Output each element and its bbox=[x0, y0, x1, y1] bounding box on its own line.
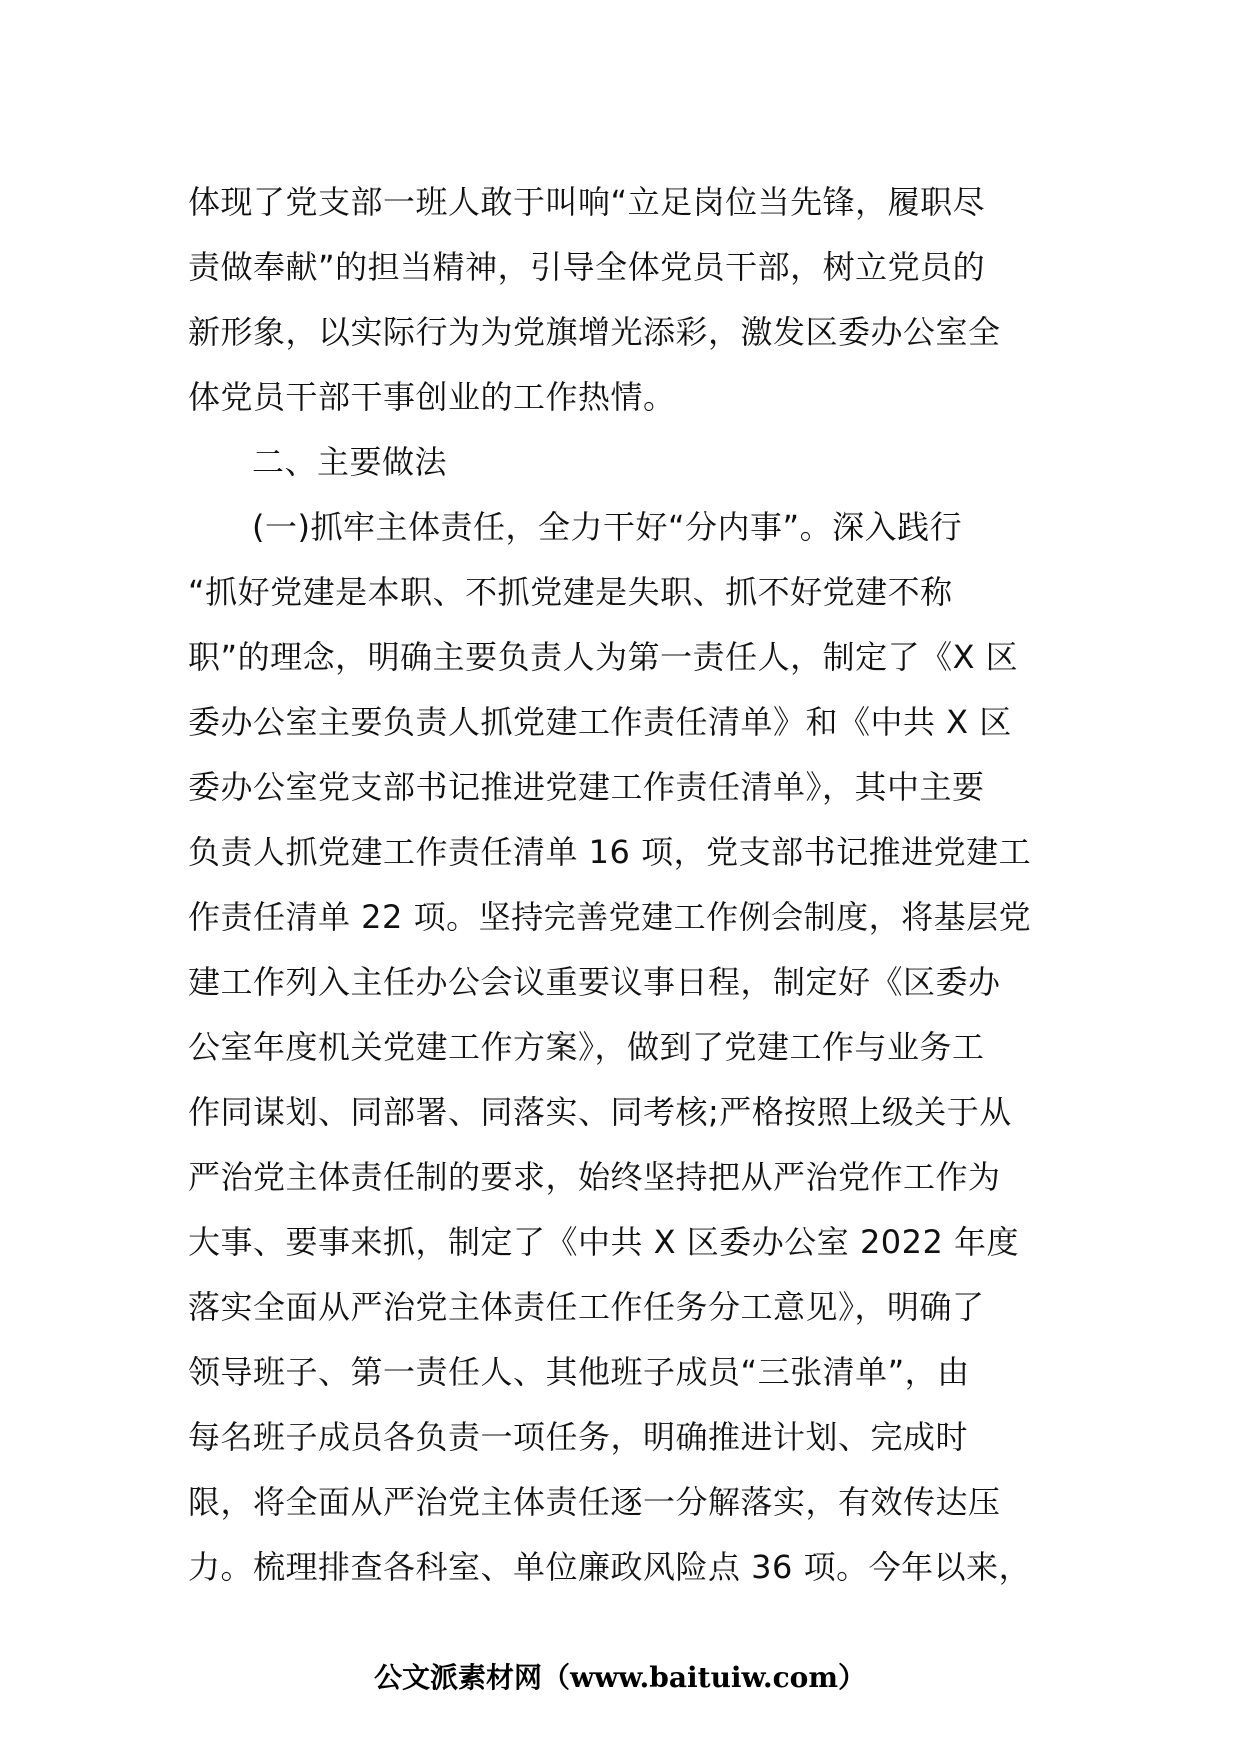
text-line: 委办公室主要负责人抓党建工作责任清单》和《中共 X 区 bbox=[188, 703, 1012, 741]
text-line: “抓好党建是本职、不抓党建是失职、抓不好党建不称 bbox=[188, 573, 953, 611]
text-line: 作责任清单 22 项。坚持完善党建工作例会制度，将基层党 bbox=[188, 898, 1032, 936]
text-line: 领导班子、第一责任人、其他班子成员“三张清单”，由 bbox=[188, 1353, 970, 1391]
text-line: 新形象，以实际行为为党旗增光添彩，激发区委办公室全 bbox=[188, 313, 1001, 351]
text-line: 职”的理念，明确主要负责人为第一责任人，制定了《X 区 bbox=[188, 638, 1019, 676]
text-line: 公室年度机关党建工作方案》，做到了党建工作与业务工 bbox=[188, 1028, 985, 1066]
subsection-heading-line: (一)抓牢主体责任，全力干好“分内事”。深入践行 bbox=[252, 508, 963, 546]
text-line: 力。梳理排查各科室、单位廉政风险点 36 项。今年以来， bbox=[188, 1548, 1032, 1586]
text-line: 负责人抓党建工作责任清单 16 项，党支部书记推进党建工 bbox=[188, 833, 1032, 871]
text-line: 体现了党支部一班人敢于叫响“立足岗位当先锋，履职尽 bbox=[188, 183, 986, 221]
text-line: 大事、要事来抓，制定了《中共 X 区委办公室 2022 年度 bbox=[188, 1223, 1020, 1261]
section-heading: 二、主要做法 bbox=[252, 443, 448, 481]
text-line: 建工作列入主任办公会议重要议事日程，制定好《区委办 bbox=[188, 963, 1001, 1001]
text-line: 作同谋划、同部署、同落实、同考核;严格按照上级关于从 bbox=[188, 1093, 1012, 1131]
text-line: 责做奉献”的担当精神，引导全体党员干部，树立党员的 bbox=[188, 248, 986, 286]
text-line: 委办公室党支部书记推进党建工作责任清单》，其中主要 bbox=[188, 768, 985, 806]
text-line: 体党员干部干事创业的工作热情。 bbox=[188, 378, 676, 416]
text-line: 限，将全面从严治党主体责任逐一分解落实，有效传达压 bbox=[188, 1483, 1001, 1521]
text-line: 严治党主体责任制的要求，始终坚持把从严治党作工作为 bbox=[188, 1158, 1001, 1196]
body-text bbox=[188, 170, 1068, 1600]
text-line: 落实全面从严治党主体责任工作任务分工意见》，明确了 bbox=[188, 1288, 985, 1326]
text-line: 每名班子成员各负责一项任务，明确推进计划、完成时 bbox=[188, 1418, 969, 1456]
footer-watermark: 公文派素材网（www.baituiw.com） bbox=[374, 1661, 866, 1694]
